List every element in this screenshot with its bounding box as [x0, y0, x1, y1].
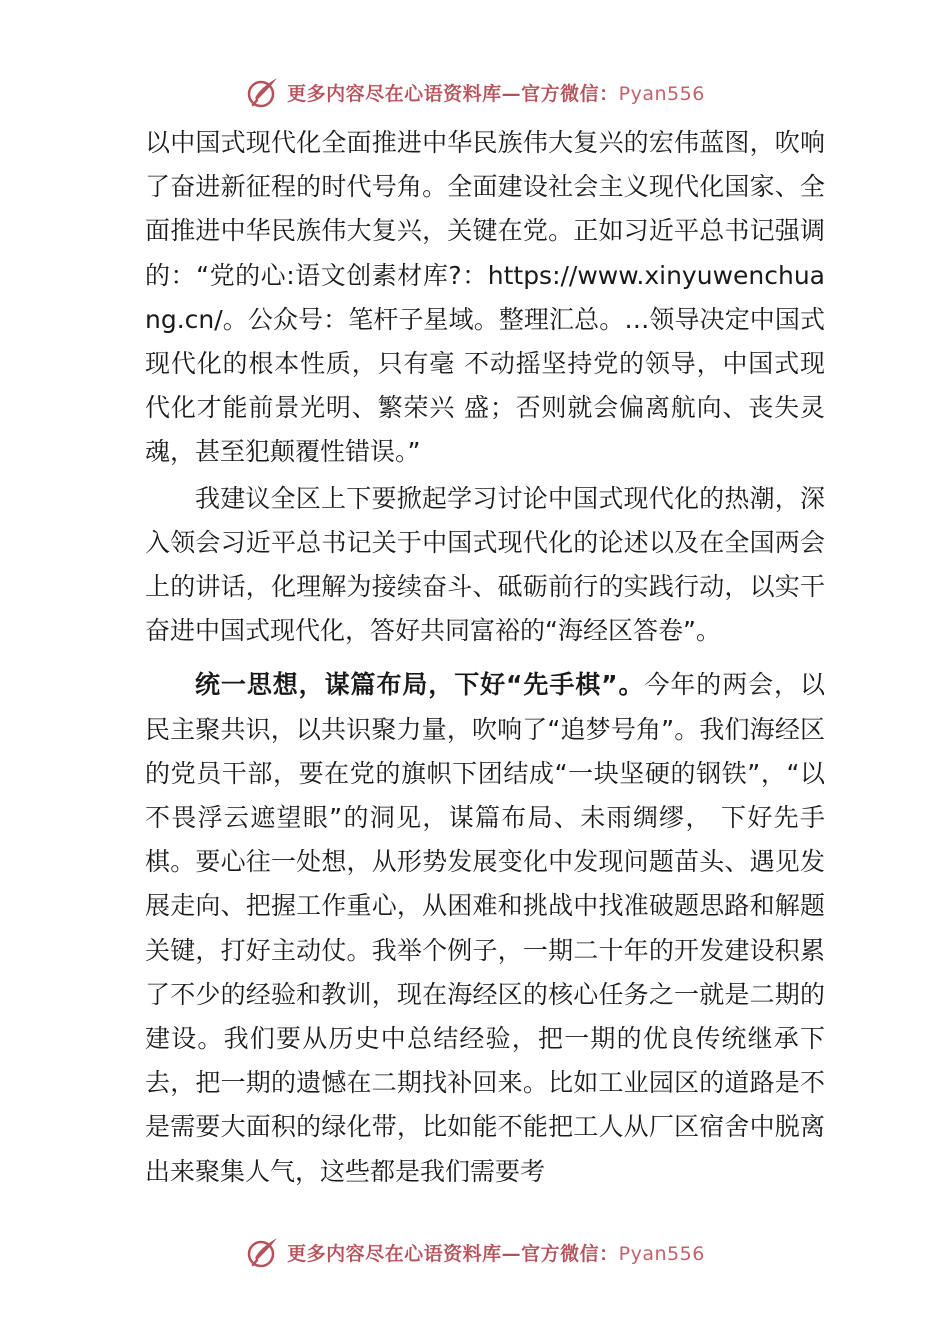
footer-banner-text — [287, 1239, 705, 1266]
quill-logo-icon — [245, 74, 281, 110]
header-banner-text — [287, 79, 705, 106]
footer-banner-label: 更多内容尽在心语资料库—官方微信： — [287, 1242, 619, 1265]
footer-banner-account: Pyan556 — [618, 1242, 705, 1265]
footer-watermark-banner — [0, 1232, 950, 1272]
paragraph-3-bold-lead: 统一思想，谋篇布局，下好“先手棋”。 — [195, 670, 645, 700]
header-watermark-banner — [0, 72, 950, 112]
quill-logo-icon — [245, 1234, 281, 1270]
body-paragraph-2: 我建议全区上下要掀起学习讨论中国式现代化的热潮，深入领会习近平总书记关于中国式现代化的论述以及在全国两会上的讲话，化理解为接续奋斗、砥砺前行的实践行动，以实干奋进中国式现代化，答好共同富裕的“海经区答卷”。 — [145, 483, 825, 646]
header-banner-account: Pyan556 — [618, 82, 705, 105]
paragraph-3-text: 今年的两会，以民主聚共识，以共识聚力量，吹响了“追梦号角”。我们海经区的党员干部，要在党的旗帜下团结成“一块坚硬的钢铁”，“以不畏浮云遮望眼”的洞见，谋篇布局、未雨绸缪， 下好先手棋。要心往一处想，从形势发展变化中发现问题苗头、遇见发展走向、把握工作重心，从困难和挑战中找准破题思路和解题关键，打好主动仗。我举个例子，一期二十年的开发建设积累了不少的经验和教训，现在海经区的核心任务之一就是二期的建设。我们要从历史中总结经验，把一期的优良传统继承下去，把一期的遗憾在二期找补回来。比如工业园区的道路是不是需要大面积的绿化带，比如能不能把工人从厂区宿舍中脱离出来聚集人气，这些都是我们需要考 — [145, 670, 825, 1186]
document-body — [145, 121, 825, 1194]
body-paragraph-3 — [145, 663, 825, 1193]
header-banner-label: 更多内容尽在心语资料库—官方微信： — [287, 82, 619, 105]
body-paragraph-1: 以中国式现代化全面推进中华民族伟大复兴的宏伟蓝图，吹响了奋进新征程的时代号角。全面建设社会主义现代化国家、全面推进中华民族伟大复兴，关键在党。正如习近平总书记强调的：“党的心:语文创素材库?：https://www.xinyuwenchuang.cn/。公众号：笔杆子星域。整理汇总。…领导决定中国式现代化的根本性质，只有毫 不动摇坚持党的领导，中国式现代化才能前景光明、繁荣兴 盛；否则就会偏离航向、丧失灵魂，甚至犯颠覆性错误。” — [145, 128, 825, 467]
